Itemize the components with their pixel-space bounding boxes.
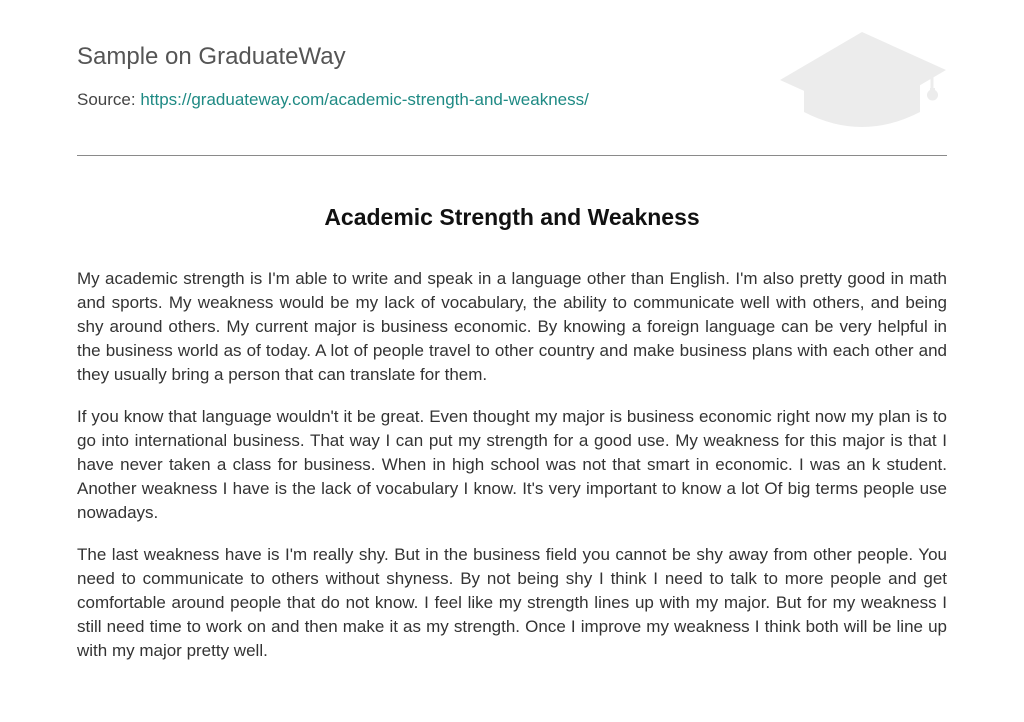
article-body [77, 267, 947, 681]
site-title: Sample on GraduateWay [77, 43, 346, 70]
paragraph: My academic strength is I'm able to write and speak in a language other than English. I'm also pretty good in math and sports. My weakness would be my lack of vocabulary, the ability to communicate well with others, and being shy around others. My current major is business economic. By knowing a foreign language can be very helpful in the business world as of today. A lot of people travel to other country and make business plans with each other and they usually bring a person that can translate for them. [77, 269, 947, 384]
page-header [77, 0, 947, 156]
article-title: Academic Strength and Weakness [324, 204, 700, 230]
source-line [77, 90, 589, 110]
graduation-cap-icon [780, 30, 946, 132]
header-divider [77, 155, 947, 156]
paragraph: If you know that language wouldn't it be great. Even thought my major is business economic right now my plan is to go into international business. That way I can put my strength for a good use. My weakness for this major is that I have never taken a class for business. When in high school was not that smart in economic. I was an k student. Another weakness I have is the lack of vocabulary I know. It's very important to know a lot Of big terms people use nowadays. [77, 407, 947, 522]
source-label: Source: [77, 90, 136, 109]
source-link[interactable]: https://graduateway.com/academic-strength-and-weakness/ [140, 90, 589, 109]
paragraph: The last weakness have is I'm really shy. But in the business field you cannot be shy away from other people. You need to communicate to others without shyness. By not being shy I think I need to talk to more people and get comfortable around people that do not know. I feel like my strength lines up with my major. But for my weakness I still need time to work on and then make it as my strength. Once I improve my weakness I think both will be line up with my major pretty well. [77, 545, 947, 660]
